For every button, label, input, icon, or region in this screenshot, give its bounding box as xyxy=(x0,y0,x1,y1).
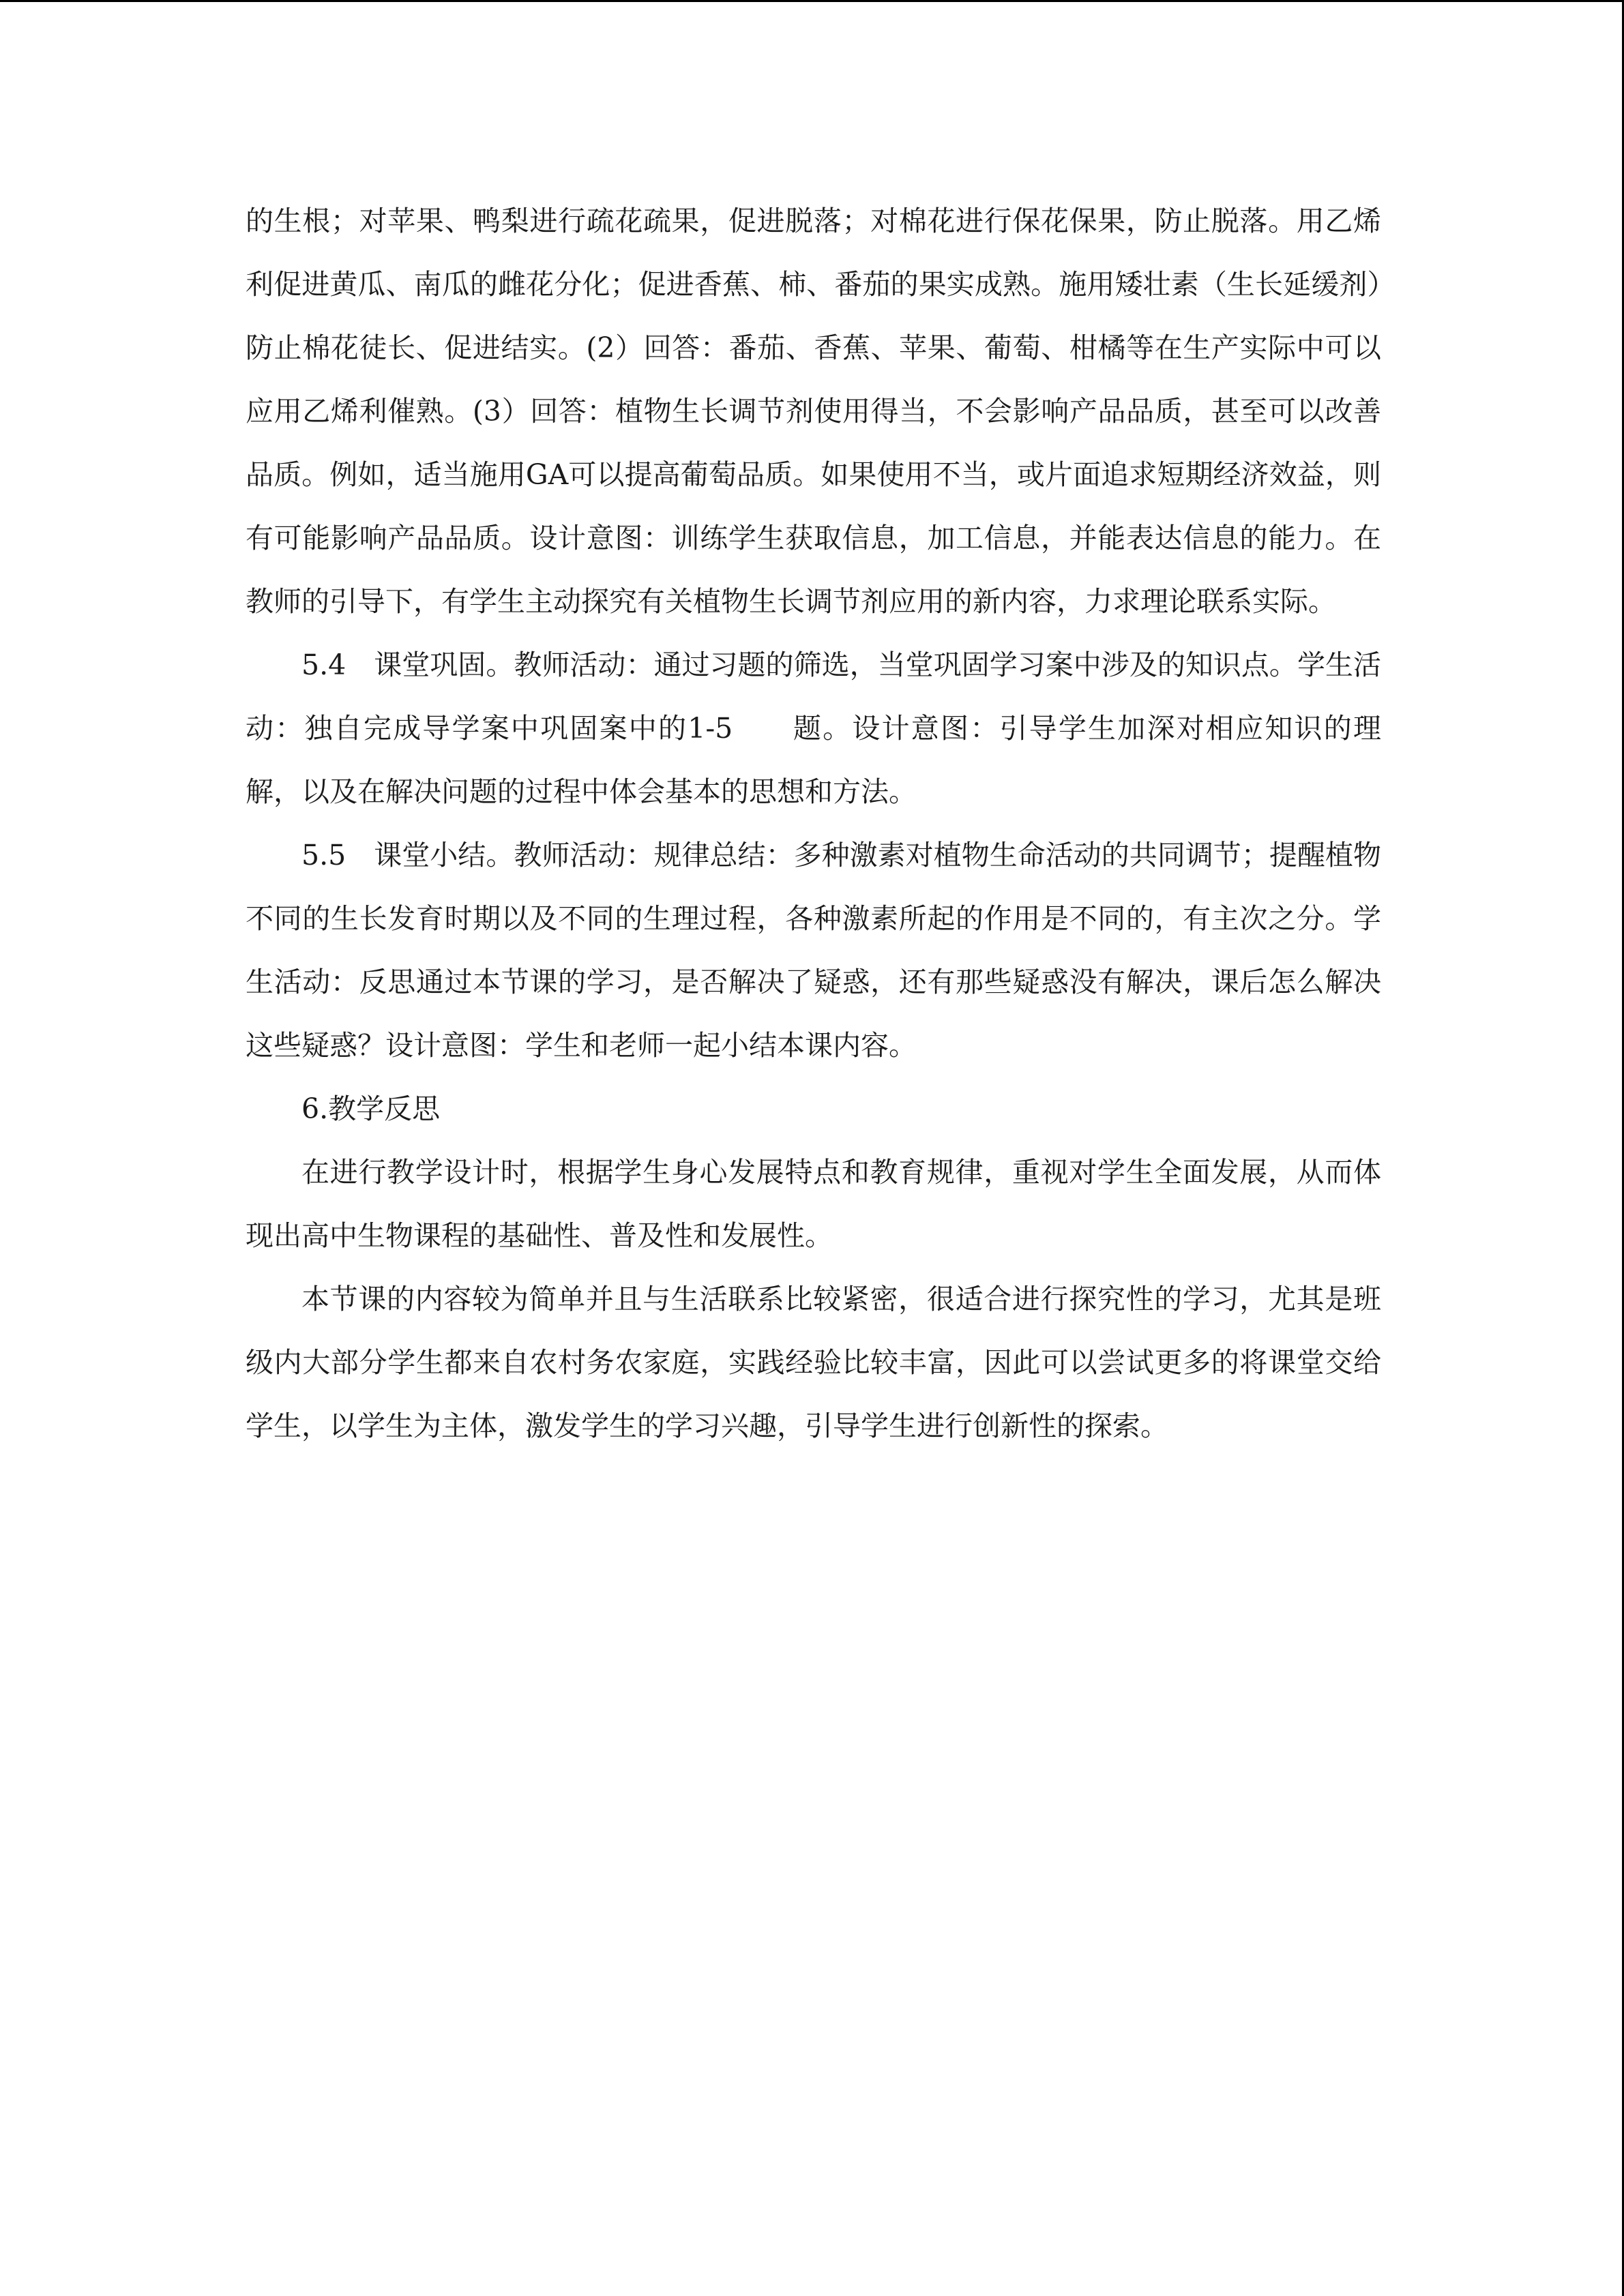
paragraph-continuation: 的生根；对苹果、鸭梨进行疏花疏果，促进脱落；对棉花进行保花保果，防止脱落。用乙烯利促进黄瓜、南瓜的雌花分化；促进香蕉、柿、番茄的果实成熟。施用矮壮素（生长延缓剂）防止棉花徒长、促进结实。(2）回答：番茄、香蕉、苹果、葡萄、柑橘等在生产实际中可以应用乙烯利催熟。(3）回答：植物生长调节剂使用得当，不会影响产品品质，甚至可以改善品质。例如，适当施用GA可以提高葡萄品质。如果使用不当，或片面追求短期经济效益，则有可能影响产品品质。设计意图：训练学生获取信息，加工信息，并能表达信息的能力。在教师的引导下，有学生主动探究有关植物生长调节剂应用的新内容，力求理论联系实际。 xyxy=(246,205,1381,618)
paragraph-section-5-5: 5.5 课堂小结。教师活动：规律总结：多种激素对植物生命活动的共同调节；提醒植物不同的生长发育时期以及不同的生理过程，各种激素所起的作用是不同的，有主次之分。学生活动：反思通过本节课的学习，是否解决了疑惑，还有那些疑惑没有解决，课后怎么解决这些疑惑？设计意图：学生和老师一起小结本课内容。 xyxy=(246,839,1381,1062)
paragraph-reflection-1: 在进行教学设计时，根据学生身心发展特点和教育规律，重视对学生全面发展，从而体现出高中生物课程的基础性、普及性和发展性。 xyxy=(246,1156,1381,1252)
paragraph-section-5-4: 5.4 课堂巩固。教师活动：通过习题的筛选，当堂巩固学习案中涉及的知识点。学生活动：独自完成导学案中巩固案中的1-5 题。设计意图：引导学生加深对相应知识的理解，以及在解决问题的过程中体会基本的思想和方法。 xyxy=(246,648,1381,808)
document-body xyxy=(246,190,1381,1458)
paragraph-reflection-2: 本节课的内容较为简单并且与生活联系比较紧密，很适合进行探究性的学习，尤其是班级内大部分学生都来自农村务农家庭，实践经验比较丰富，因此可以尝试更多的将课堂交给学生，以学生为主体，激发学生的学习兴趣，引导学生进行创新性的探索。 xyxy=(246,1283,1381,1442)
section-heading-reflection: 6.教学反思 xyxy=(301,1092,441,1125)
